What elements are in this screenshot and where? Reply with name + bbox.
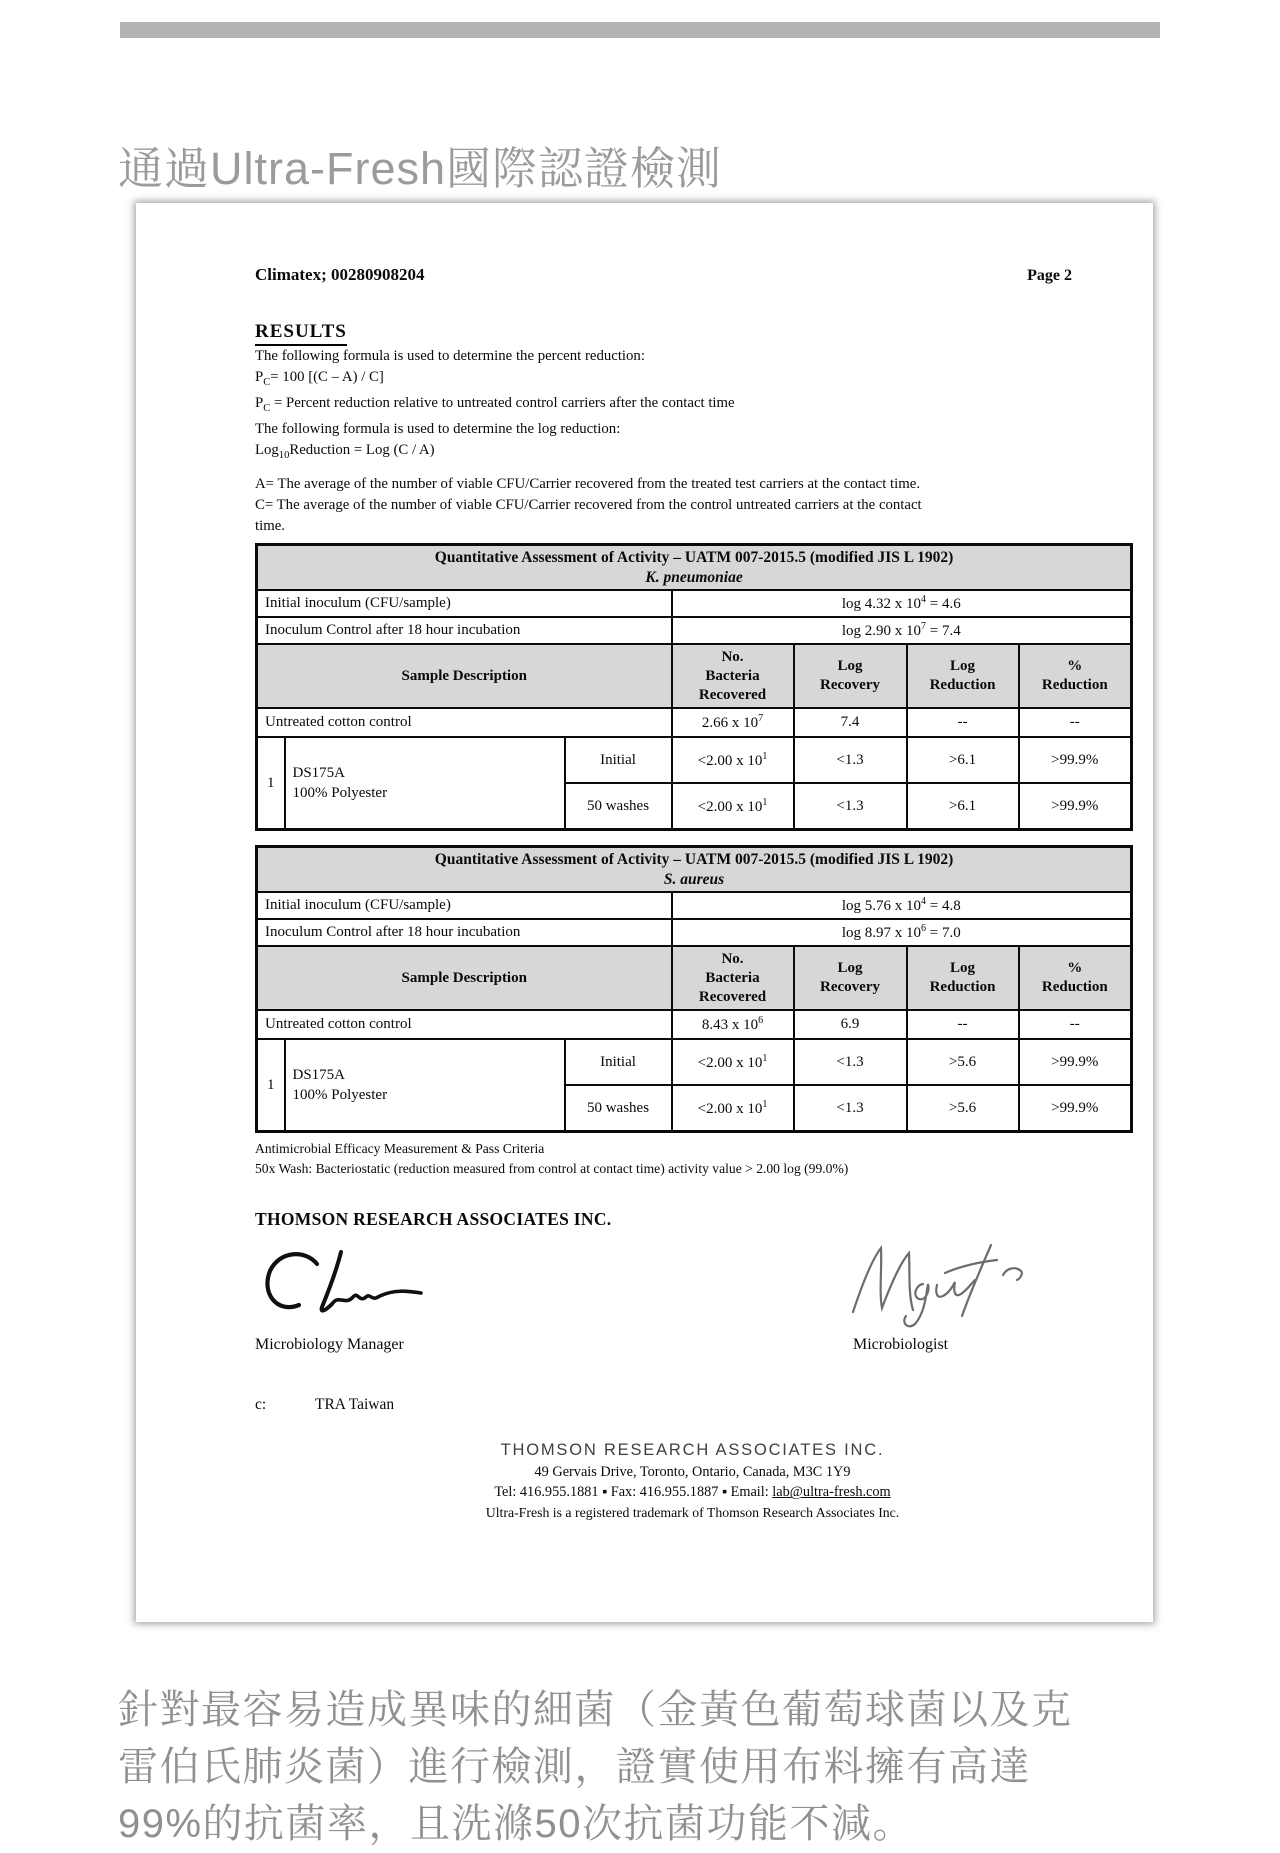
cc-row bbox=[255, 1396, 1130, 1414]
table-title: Quantitative Assessment of Activity – UATM 007-2015.5 (modified JIS L 1902) bbox=[434, 850, 954, 868]
percent-reduction: >99.9% bbox=[1019, 783, 1132, 829]
footer-address: 49 Gervais Drive, Toronto, Ontario, Canada, M3C 1Y9 bbox=[534, 1463, 851, 1480]
log-reduction: >6.1 bbox=[907, 737, 1019, 783]
value-base: <2.00 x 10 bbox=[697, 1100, 763, 1117]
untreated-label: Untreated cotton control bbox=[257, 708, 672, 737]
sample-description bbox=[285, 1039, 565, 1131]
value-exponent: 1 bbox=[762, 796, 768, 808]
assessment-table-saureus bbox=[255, 845, 1133, 1133]
bacteria-recovered bbox=[672, 1039, 794, 1085]
caption-line-1: 針對最容易造成異味的細菌（金黃色葡萄球菌以及克 bbox=[118, 1688, 1073, 1732]
formula-subscript: C bbox=[263, 376, 271, 388]
caption-line-2: 雷伯氏肺炎菌）進行檢測，證實使用布料擁有高達 bbox=[118, 1745, 1031, 1789]
microbiology-manager-signature bbox=[255, 1246, 465, 1334]
criteria-title: Antimicrobial Efficacy Measurement & Pass Criteria bbox=[255, 1140, 545, 1156]
column-header-log-reduction: Log Reduction bbox=[907, 644, 1019, 708]
wash-condition: 50 washes bbox=[565, 1085, 672, 1131]
log-formula-intro: The following formula is used to determine the log reduction: bbox=[255, 420, 621, 437]
cc-key: c: bbox=[255, 1395, 267, 1413]
value-exponent: 1 bbox=[762, 1098, 768, 1110]
column-header-sample: Sample Description bbox=[257, 644, 672, 708]
percent-reduction: >99.9% bbox=[1019, 737, 1132, 783]
document-reference: Climatex; 00280908204 bbox=[255, 265, 425, 284]
inoculum-control-value bbox=[672, 617, 1132, 644]
bacteria-recovered bbox=[672, 783, 794, 829]
table-title-cell bbox=[257, 846, 1132, 892]
table-title-row bbox=[257, 544, 1132, 590]
value-base: log 4.32 x 10 bbox=[841, 596, 922, 613]
formula-body: Reduction = Log (C / A) bbox=[289, 441, 435, 458]
percent-definition bbox=[255, 393, 1130, 419]
report-footer bbox=[255, 1438, 1130, 1524]
column-header-sample: Sample Description bbox=[257, 946, 672, 1010]
footer-company: THOMSON RESEARCH ASSOCIATES INC. bbox=[500, 1440, 885, 1459]
page-number: Page 2 bbox=[1027, 267, 1072, 284]
footer-trademark: Ultra-Fresh is a registered trademark of Thomson Research Associates Inc. bbox=[485, 1504, 900, 1520]
percent-formula bbox=[255, 367, 1130, 393]
value-exponent: 4 bbox=[921, 896, 927, 908]
value-base: log 8.97 x 10 bbox=[841, 925, 922, 942]
initial-inoculum-label: Initial inoculum (CFU/sample) bbox=[257, 892, 672, 919]
initial-inoculum-value bbox=[672, 590, 1132, 617]
percent-reduction: >99.9% bbox=[1019, 1039, 1132, 1085]
column-header-percent-reduction: % Reduction bbox=[1019, 946, 1132, 1010]
column-header-row bbox=[257, 644, 1132, 708]
sample-number: 1 bbox=[257, 737, 285, 829]
log-reduction: >6.1 bbox=[907, 783, 1019, 829]
formula-subscript: 10 bbox=[278, 449, 290, 461]
signatures-block bbox=[255, 1240, 1130, 1390]
log-recovery: <1.3 bbox=[794, 783, 907, 829]
value-base: <2.00 x 10 bbox=[697, 752, 763, 769]
wash-condition: 50 washes bbox=[565, 783, 672, 829]
inoculum-control-value bbox=[672, 919, 1132, 946]
report-content bbox=[255, 203, 1130, 1523]
log-recovery: <1.3 bbox=[794, 1039, 907, 1085]
value-exponent: 7 bbox=[921, 621, 927, 633]
untreated-log-recovery: 6.9 bbox=[794, 1010, 907, 1039]
inoculum-control-label: Inoculum Control after 18 hour incubation bbox=[257, 919, 672, 946]
value-suffix: = 4.6 bbox=[926, 596, 961, 613]
value-exponent: 6 bbox=[758, 1015, 764, 1027]
table-title-row bbox=[257, 846, 1132, 892]
formula-symbol: Log bbox=[255, 441, 279, 458]
sample-row-initial bbox=[257, 737, 1132, 783]
formula-body: = 100 [(C – A) / C] bbox=[270, 369, 384, 385]
log-reduction: >5.6 bbox=[907, 1039, 1019, 1085]
wash-condition: Initial bbox=[565, 1039, 672, 1085]
inoculum-control-row bbox=[257, 617, 1132, 644]
sample-description bbox=[285, 737, 565, 829]
sample-material: 100% Polyester bbox=[292, 785, 388, 802]
untreated-control-row bbox=[257, 1010, 1132, 1039]
results-heading: RESULTS bbox=[255, 321, 347, 346]
definition-symbol: P bbox=[255, 394, 264, 411]
microbiologist-title: Microbiologist bbox=[853, 1335, 949, 1353]
column-header-row bbox=[257, 946, 1132, 1010]
log-formula bbox=[255, 440, 1130, 466]
untreated-bacteria bbox=[672, 708, 794, 737]
bacteria-recovered bbox=[672, 737, 794, 783]
organism-name: S. aureus bbox=[663, 870, 725, 888]
organism-name: K. pneumoniae bbox=[645, 568, 743, 586]
percent-formula-intro: The following formula is used to determine the percent reduction: bbox=[255, 348, 645, 364]
untreated-control-row bbox=[257, 708, 1132, 737]
untreated-log-reduction: -- bbox=[907, 708, 1019, 737]
inoculum-control-label: Inoculum Control after 18 hour incubation bbox=[257, 617, 672, 644]
initial-inoculum-label: Initial inoculum (CFU/sample) bbox=[257, 590, 672, 617]
value-base: log 2.90 x 10 bbox=[841, 623, 922, 640]
sample-number: 1 bbox=[257, 1039, 285, 1131]
untreated-label: Untreated cotton control bbox=[257, 1010, 672, 1039]
page-title: 通過Ultra-Fresh國際認證檢測 bbox=[118, 143, 723, 195]
initial-inoculum-value bbox=[672, 892, 1132, 919]
footer-email: lab@ultra-fresh.com bbox=[772, 1484, 891, 1501]
value-base: log 5.76 x 10 bbox=[841, 898, 922, 915]
microbiologist-signature bbox=[815, 1240, 1065, 1335]
value-exponent: 4 bbox=[921, 594, 927, 606]
value-suffix: = 7.0 bbox=[926, 925, 961, 942]
untreated-percent-reduction: -- bbox=[1019, 1010, 1132, 1039]
log-reduction: >5.6 bbox=[907, 1085, 1019, 1131]
assessment-table-kpneumoniae bbox=[255, 543, 1133, 831]
value-exponent: 7 bbox=[758, 713, 764, 725]
column-header-log-recovery: Log Recovery bbox=[794, 946, 907, 1010]
percent-reduction: >99.9% bbox=[1019, 1085, 1132, 1131]
wash-condition: Initial bbox=[565, 737, 672, 783]
column-header-log-recovery: Log Recovery bbox=[794, 644, 907, 708]
sample-code: DS175A bbox=[292, 765, 346, 782]
value-base: 2.66 x 10 bbox=[701, 715, 759, 732]
company-name: THOMSON RESEARCH ASSOCIATES INC. bbox=[255, 1208, 612, 1229]
top-divider-bar bbox=[120, 22, 1160, 38]
cc-value: TRA Taiwan bbox=[315, 1395, 395, 1413]
sample-code: DS175A bbox=[292, 1067, 346, 1084]
column-header-bacteria: No. Bacteria Recovered bbox=[672, 946, 794, 1010]
untreated-percent-reduction: -- bbox=[1019, 708, 1132, 737]
untreated-log-recovery: 7.4 bbox=[794, 708, 907, 737]
definition-body: = Percent reduction relative to untreated control carriers after the contact time bbox=[270, 394, 735, 411]
sample-material: 100% Polyester bbox=[292, 1087, 388, 1104]
initial-inoculum-row bbox=[257, 892, 1132, 919]
report-document bbox=[136, 203, 1153, 1622]
column-header-log-reduction: Log Reduction bbox=[907, 946, 1019, 1010]
bottom-caption bbox=[118, 1682, 1168, 1853]
bacteria-recovered bbox=[672, 1085, 794, 1131]
definitions-block bbox=[255, 474, 1130, 537]
footer-tel-fax: Tel: 416.955.1881 ▪ Fax: 416.955.1887 ▪ Email: bbox=[494, 1484, 773, 1501]
initial-inoculum-row bbox=[257, 590, 1132, 617]
inoculum-control-row bbox=[257, 919, 1132, 946]
value-exponent: 1 bbox=[762, 750, 768, 762]
definition-c-line1: C= The average of the number of viable CFU/Carrier recovered from the control untreated carriers at the contact bbox=[255, 496, 922, 513]
manager-title: Microbiology Manager bbox=[255, 1335, 404, 1353]
untreated-log-reduction: -- bbox=[907, 1010, 1019, 1039]
caption-line-3: 99%的抗菌率，且洗滌50次抗菌功能不減。 bbox=[118, 1802, 915, 1846]
sample-row-initial bbox=[257, 1039, 1132, 1085]
value-exponent: 1 bbox=[762, 1052, 768, 1064]
log-recovery: <1.3 bbox=[794, 1085, 907, 1131]
value-base: <2.00 x 10 bbox=[697, 798, 763, 815]
untreated-bacteria bbox=[672, 1010, 794, 1039]
criteria-line: 50x Wash: Bacteriostatic (reduction measured from control at contact time) activity value > 2.00 log (99.0%) bbox=[255, 1160, 849, 1176]
value-suffix: = 7.4 bbox=[926, 623, 961, 640]
value-suffix: = 4.8 bbox=[926, 898, 961, 915]
log-recovery: <1.3 bbox=[794, 737, 907, 783]
criteria-block bbox=[255, 1139, 1130, 1179]
definition-c-line2: time. bbox=[255, 517, 285, 534]
value-base: <2.00 x 10 bbox=[697, 1054, 763, 1071]
formula-symbol: P bbox=[255, 369, 264, 385]
footer-contact bbox=[255, 1482, 1130, 1503]
results-heading-wrap bbox=[255, 321, 1130, 346]
definition-subscript: C bbox=[263, 402, 271, 414]
table-title: Quantitative Assessment of Activity – UATM 007-2015.5 (modified JIS L 1902) bbox=[434, 548, 954, 566]
value-exponent: 6 bbox=[921, 923, 927, 935]
definition-a: A= The average of the number of viable CFU/Carrier recovered from the treated test carriers at the contact time. bbox=[255, 475, 921, 492]
report-header-row bbox=[255, 265, 1130, 285]
column-header-bacteria: No. Bacteria Recovered bbox=[672, 644, 794, 708]
value-base: 8.43 x 10 bbox=[701, 1017, 759, 1034]
column-header-percent-reduction: % Reduction bbox=[1019, 644, 1132, 708]
table-title-cell bbox=[257, 544, 1132, 590]
